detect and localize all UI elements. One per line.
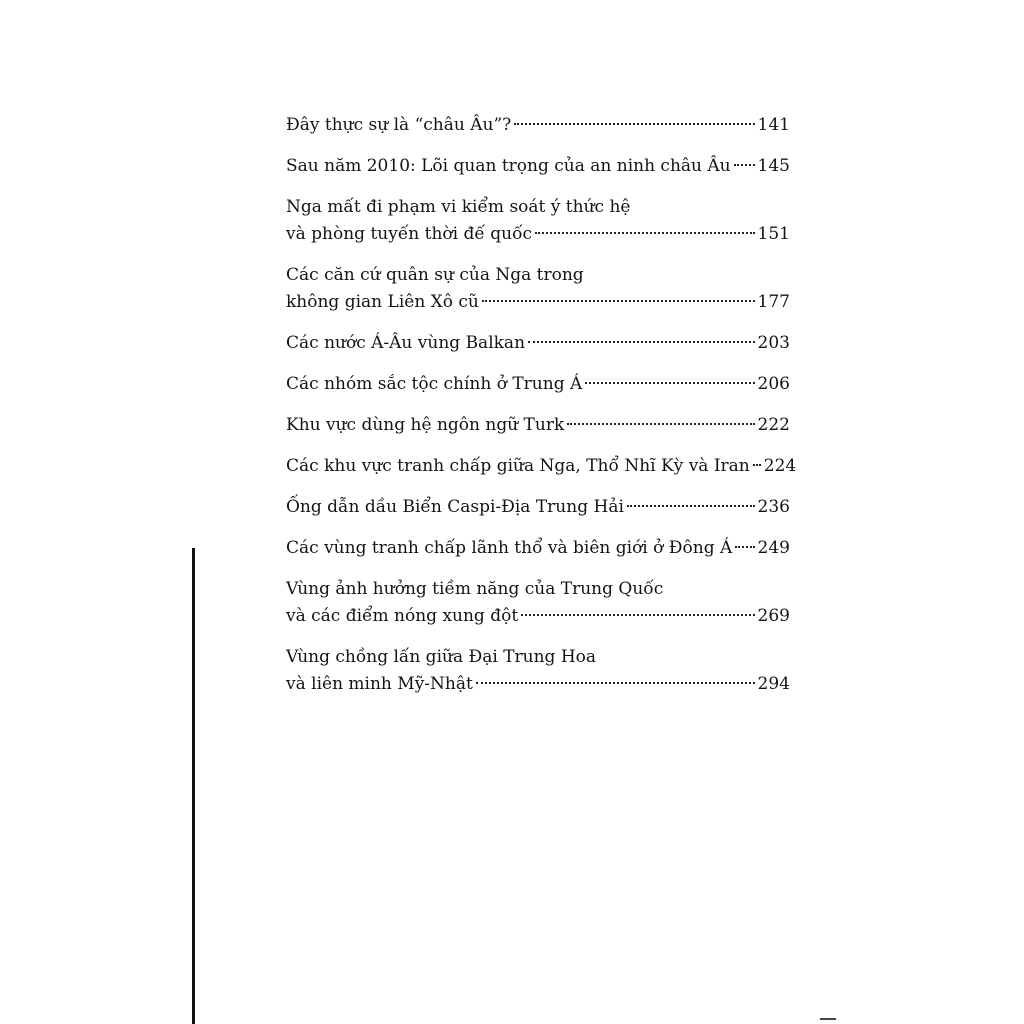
toc-entry <box>286 535 790 562</box>
toc-entry <box>286 644 790 698</box>
dot-leader <box>734 164 755 166</box>
page-edge-line <box>192 548 195 1024</box>
toc-line <box>286 289 790 316</box>
toc-entry-title: Ống dẫn dầu Biển Caspi-Địa Trung Hải <box>286 497 624 517</box>
toc-entry-title: Sau năm 2010: Lõi quan trọng của an ninh châu Âu <box>286 156 731 176</box>
toc-line <box>286 644 790 671</box>
toc-page-number: 203 <box>757 333 790 353</box>
dot-leader <box>514 123 754 125</box>
table-of-contents <box>286 112 797 712</box>
toc-entry <box>286 453 797 480</box>
toc-entry <box>286 262 790 316</box>
toc-line <box>286 412 790 439</box>
toc-page-number: 249 <box>757 538 790 558</box>
dot-leader <box>735 546 754 548</box>
toc-entry-title: Nga mất đi phạm vi kiểm soát ý thức hệ <box>286 197 631 217</box>
toc-entry <box>286 576 790 630</box>
toc-page-number: 177 <box>757 292 790 312</box>
toc-line <box>286 221 790 248</box>
dot-leader <box>627 505 755 507</box>
corner-mark <box>820 1018 836 1020</box>
dot-leader <box>585 382 754 384</box>
toc-entry-title: Các nhóm sắc tộc chính ở Trung Á <box>286 374 583 394</box>
toc-entry-title: Các khu vực tranh chấp giữa Nga, Thổ Nhĩ Kỳ và Iran <box>286 456 750 476</box>
toc-entry-title: Vùng ảnh hưởng tiềm năng của Trung Quốc <box>286 579 664 599</box>
toc-page-number: 206 <box>757 374 790 394</box>
toc-line <box>286 112 790 139</box>
toc-entry <box>286 194 790 248</box>
dot-leader <box>567 423 754 425</box>
toc-line <box>286 194 790 221</box>
toc-entry-title: Các nước Á-Âu vùng Balkan <box>286 333 526 353</box>
toc-page-number: 269 <box>757 606 790 626</box>
toc-line <box>286 671 790 698</box>
toc-entry-title-continued: và liên minh Mỹ-Nhật <box>286 674 473 694</box>
toc-line <box>286 535 790 562</box>
dot-leader <box>521 614 754 616</box>
toc-page-number: 236 <box>757 497 790 517</box>
toc-entry <box>286 153 790 180</box>
dot-leader <box>482 300 755 302</box>
toc-entry-title: Vùng chồng lấn giữa Đại Trung Hoa <box>286 647 597 667</box>
toc-line <box>286 153 790 180</box>
toc-page-number: 151 <box>757 224 790 244</box>
dot-leader <box>476 682 755 684</box>
toc-page-number: 294 <box>757 674 790 694</box>
toc-entry <box>286 112 790 139</box>
toc-entry <box>286 371 790 398</box>
toc-page-number: 222 <box>757 415 790 435</box>
toc-page-number: 145 <box>757 156 790 176</box>
toc-line <box>286 371 790 398</box>
dot-leader <box>535 232 755 234</box>
toc-line <box>286 603 790 630</box>
toc-line <box>286 330 790 357</box>
toc-line <box>286 494 790 521</box>
dot-leader <box>528 341 755 343</box>
toc-line <box>286 453 797 480</box>
toc-entry <box>286 494 790 521</box>
toc-entry-title: Các vùng tranh chấp lãnh thổ và biên giới ở Đông Á <box>286 538 733 558</box>
toc-entry-title-continued: không gian Liên Xô cũ <box>286 292 479 312</box>
dot-leader <box>753 464 761 466</box>
toc-line <box>286 262 790 289</box>
toc-entry-title-continued: và các điểm nóng xung đột <box>286 606 519 626</box>
toc-entry-title: Các căn cứ quân sự của Nga trong <box>286 265 584 285</box>
toc-entry <box>286 412 790 439</box>
toc-page-number: 141 <box>757 115 790 135</box>
toc-line <box>286 576 790 603</box>
toc-entry <box>286 330 790 357</box>
toc-page-number: 224 <box>763 456 797 476</box>
toc-entry-title-continued: và phòng tuyến thời đế quốc <box>286 224 532 244</box>
toc-entry-title: Đây thực sự là “châu Âu”? <box>286 115 512 135</box>
toc-entry-title: Khu vực dùng hệ ngôn ngữ Turk <box>286 415 565 435</box>
